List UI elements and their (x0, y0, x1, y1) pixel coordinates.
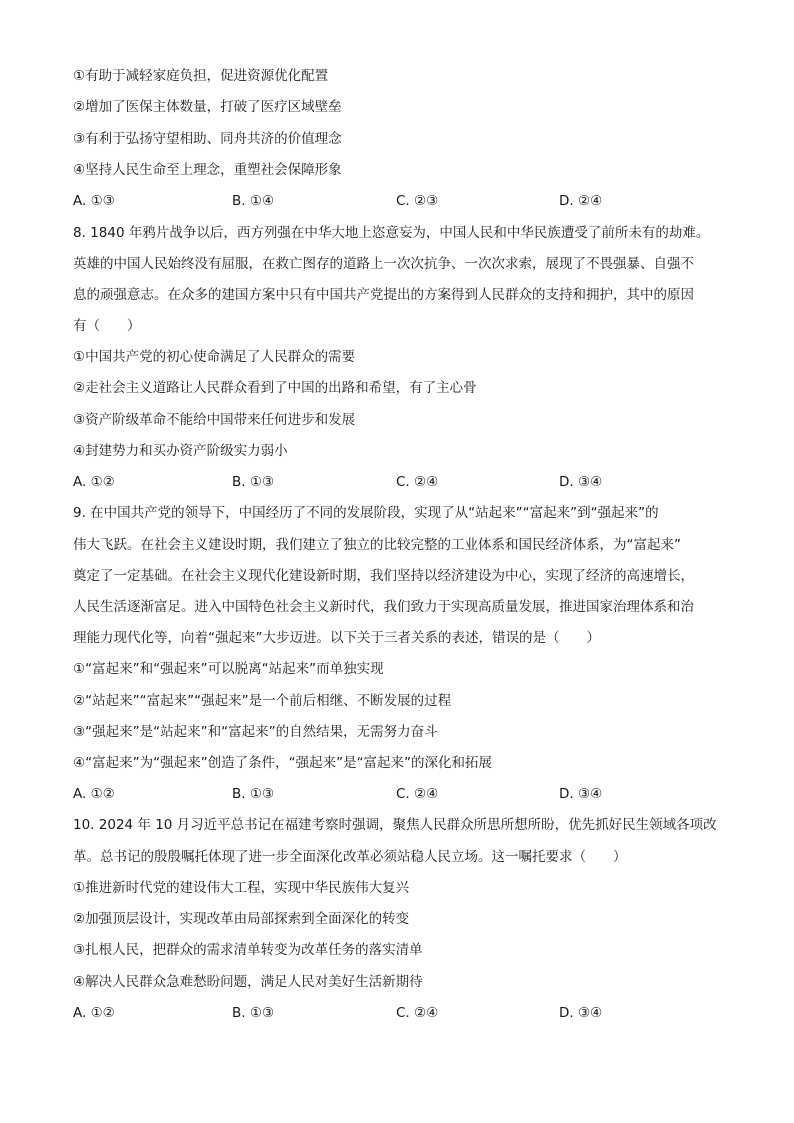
q10-statement-3: ③扎根人民，把群众的需求清单转变为改革任务的落实清单 (73, 942, 423, 958)
q8-options (73, 472, 733, 492)
q10-statement-4: ④解决人民群众急难愁盼问题，满足人民对美好生活新期待 (73, 974, 423, 990)
q8-option-a: A. ①② (73, 474, 115, 490)
q9-statement-3: ③“强起来”是“站起来”和“富起来”的自然结果，无需努力奋斗 (73, 724, 438, 740)
q7-statement-2: ②增加了医保主体数量，打破了医疗区域壁垒 (73, 99, 342, 115)
q10-option-c: C. ②④ (396, 1005, 439, 1021)
q8-statement-4: ④封建势力和买办资产阶级实力弱小 (73, 443, 288, 459)
q9-statement-2: ②“站起来”“富起来”“强起来”是一个前后相继、不断发展的过程 (73, 693, 452, 709)
q10-options (73, 1003, 733, 1023)
q8-stem-line-2: 英雄的中国人民始终没有屈服，在救亡图存的道路上一次次抗争、一次次求索，展现了不畏强暴、自强不 (73, 256, 694, 272)
q7-statement-3: ③有利于弘扬守望相助、同舟共济的价值理念 (73, 131, 342, 147)
q9-options (73, 784, 733, 804)
q9-option-b: B. ①③ (232, 786, 275, 802)
q8-option-d: D. ③④ (559, 474, 603, 490)
q8-statement-2: ②走社会主义道路让人民群众看到了中国的出路和希望，有了主心骨 (73, 380, 477, 396)
q7-option-c: C. ②③ (396, 193, 439, 209)
q9-stem-line-2: 伟大飞跃。在社会主义建设时期，我们建立了独立的比较完整的工业体系和国民经济体系，为“富起来” (73, 537, 681, 553)
q8-option-b: B. ①③ (232, 474, 275, 490)
q10-option-a: A. ①② (73, 1005, 115, 1021)
q8-statement-1: ①中国共产党的初心使命满足了人民群众的需要 (73, 349, 356, 365)
q7-options (73, 191, 733, 211)
q10-statement-2: ②加强顶层设计，实现改革由局部探索到全面深化的转变 (73, 911, 410, 927)
q8-stem-line-1: 8. 1840 年鸦片战争以后，西方列强在中华大地上恣意妄为，中国人民和中华民族遭受了前所未有的劫难。 (73, 225, 710, 241)
q9-option-d: D. ③④ (559, 786, 603, 802)
q9-stem-line-3: 奠定了一定基础。在社会主义现代化建设新时期，我们坚持以经济建设为中心，实现了经济的高速增长， (73, 568, 694, 584)
q7-statement-1: ①有助于减轻家庭负担，促进资源优化配置 (73, 68, 329, 84)
q10-option-d: D. ③④ (559, 1005, 603, 1021)
q7-statement-4: ④坚持人民生命至上理念，重塑社会保障形象 (73, 162, 342, 178)
q7-option-b: B. ①④ (232, 193, 275, 209)
q9-stem-line-4: 人民生活逐渐富足。进入中国特色社会主义新时代，我们致力于实现高质量发展，推进国家治理体系和治 (73, 599, 694, 615)
q8-stem-line-3: 息的顽强意志。在众多的建国方案中只有中国共产党提出的方案得到人民群众的支持和拥护，其中的原因 (73, 287, 694, 303)
q10-option-b: B. ①③ (232, 1005, 275, 1021)
q7-option-d: D. ②④ (559, 193, 603, 209)
q9-option-a: A. ①② (73, 786, 115, 802)
q8-stem-line-4: 有（ ） (73, 318, 141, 334)
q9-statement-4: ④“富起来”为“强起来”创造了条件，“强起来”是“富起来”的深化和拓展 (73, 755, 493, 771)
q10-statement-1: ①推进新时代党的建设伟大工程，实现中华民族伟大复兴 (73, 880, 410, 896)
q8-option-c: C. ②④ (396, 474, 439, 490)
q9-option-c: C. ②④ (396, 786, 439, 802)
q7-option-a: A. ①③ (73, 193, 115, 209)
q10-stem-line-1: 10. 2024 年 10 月习近平总书记在福建考察时强调，聚焦人民群众所思所想所盼，优先抓好民生领域各项改 (73, 817, 717, 833)
q9-statement-1: ①“富起来”和“强起来”可以脱离“站起来”而单独实现 (73, 661, 384, 677)
q9-stem-line-5: 理能力现代化等，向着“强起来”大步迈进。以下关于三者关系的表述，错误的是（ ） (73, 630, 600, 646)
q8-statement-3: ③资产阶级革命不能给中国带来任何进步和发展 (73, 412, 356, 428)
q10-stem-line-2: 革。总书记的殷殷嘱托体现了进一步全面深化改革必须站稳人民立场。这一嘱托要求（ ） (73, 849, 627, 865)
q9-stem-line-1: 9. 在中国共产党的领导下，中国经历了不同的发展阶段，实现了从“站起来”“富起来”到“强起来”的 (73, 505, 659, 521)
